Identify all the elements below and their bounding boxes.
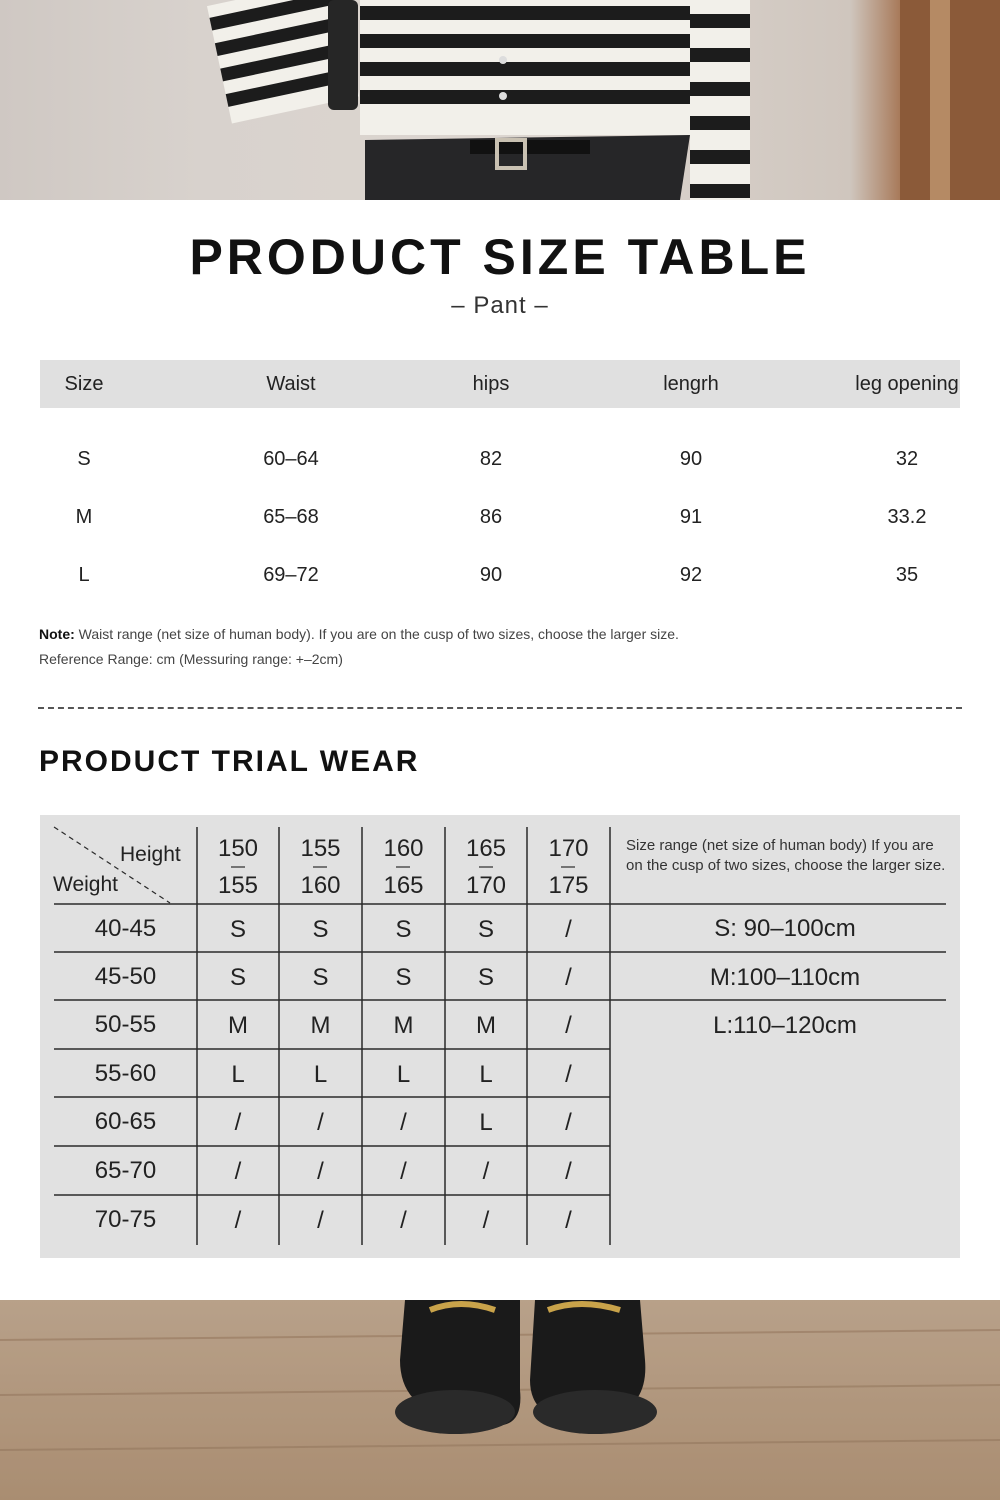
size-cell: M [310,1012,331,1039]
size-cell: / [234,1207,242,1234]
header-waist: Waist [266,372,316,395]
corner-weight-label: Weight [53,873,118,896]
page-title: PRODUCT SIZE TABLE [189,229,811,285]
size-cell: / [565,1109,572,1136]
table-cell: 32 [895,447,919,470]
size-cell: L [479,1061,493,1088]
table-cell: 82 [479,447,503,470]
table-cell: 65–68 [263,505,319,528]
size-cell: S [312,964,329,991]
size-cell: S [312,916,329,943]
size-cell: / [234,1158,242,1185]
size-cell: / [317,1158,324,1185]
note-label: Note: [39,626,75,642]
height-bottom: 175 [548,872,589,899]
trial-side-note: Size range (net size of human body) If you are on the cusp of two sizes, choose the larger size. [626,837,946,874]
size-cell: M [228,1012,248,1039]
table-cell: M [75,505,93,528]
range-l: L:110–120cm [713,1012,857,1039]
size-cell: / [565,916,572,943]
size-cell: S [477,916,494,943]
table-cell: 33.2 [887,505,927,528]
size-cell: / [565,1158,572,1185]
size-cell: M [476,1012,496,1039]
height-bottom: 170 [465,872,507,899]
weight-label: 60-65 [94,1108,157,1135]
size-cell: / [565,1061,572,1088]
size-cell: S [229,916,246,943]
size-cell: / [400,1207,407,1234]
size-cell: L [313,1061,328,1088]
section-divider [38,707,962,709]
size-cell: L [479,1109,493,1136]
header-length: lengrh [663,372,719,395]
size-cell: / [482,1158,490,1185]
size-cell: / [482,1207,490,1234]
header-size: Size [64,372,104,395]
size-cell: / [400,1158,407,1185]
size-cell: S [395,964,412,991]
weight-label: 55-60 [94,1060,157,1087]
size-cell: S [229,964,246,991]
weight-label: 50-55 [94,1011,157,1038]
note-text: Waist range (net size of human body). If you are on the cusp of two sizes, choose the larger size. [74,626,679,642]
range-s: S: 90–100cm [714,915,856,942]
trial-wear-title: PRODUCT TRIAL WEAR [39,745,420,778]
height-top: 165 [465,835,507,862]
table-cell: 35 [895,563,919,586]
top-product-photo [0,0,1000,200]
size-cell: / [234,1109,242,1136]
height-top: 150 [217,835,259,862]
table-row [40,430,960,488]
size-table [40,360,960,604]
table-cell: L [78,563,90,586]
height-bottom: 165 [383,872,424,899]
size-cell: S [477,964,494,991]
table-row [40,488,960,546]
corner-height-label: Height [120,843,181,866]
table-cell: S [77,447,91,470]
size-note [39,622,679,672]
size-table-header [40,360,960,408]
size-cell: / [317,1109,324,1136]
height-bottom: 160 [300,872,341,899]
weight-label: 65-70 [94,1157,157,1184]
height-top: 170 [548,835,589,862]
weight-label: 45-50 [94,963,157,990]
size-cell: L [231,1061,245,1088]
table-cell: 91 [679,505,703,528]
size-cell: S [395,916,412,943]
height-top: 160 [383,835,424,862]
size-cell: / [317,1207,324,1234]
range-m: M:100–110cm [709,964,861,991]
size-cell: / [565,964,572,991]
height-bottom: 155 [217,872,259,899]
table-cell: 60–64 [263,447,319,470]
table-cell: 69–72 [263,563,319,586]
table-cell: 92 [679,563,703,586]
note-reference: Reference Range: cm (Messuring range: +–2cm) [39,651,343,667]
header-leg-opening: leg opening [855,372,959,395]
weight-label: 70-75 [94,1206,157,1233]
size-cell: / [565,1012,572,1039]
page-subtitle: – Pant – [451,292,549,319]
trial-wear-table [40,815,960,1258]
size-cell: L [396,1061,411,1088]
size-cell: / [565,1207,572,1234]
table-cell: 86 [479,505,503,528]
bottom-product-photo [0,1300,1000,1500]
size-cell: / [400,1109,407,1136]
header-hips: hips [472,372,510,395]
table-cell: 90 [479,563,503,586]
weight-label: 40-45 [94,915,157,942]
size-cell: M [393,1012,414,1039]
table-row [40,546,960,604]
table-cell: 90 [679,447,703,470]
height-top: 155 [300,835,341,862]
